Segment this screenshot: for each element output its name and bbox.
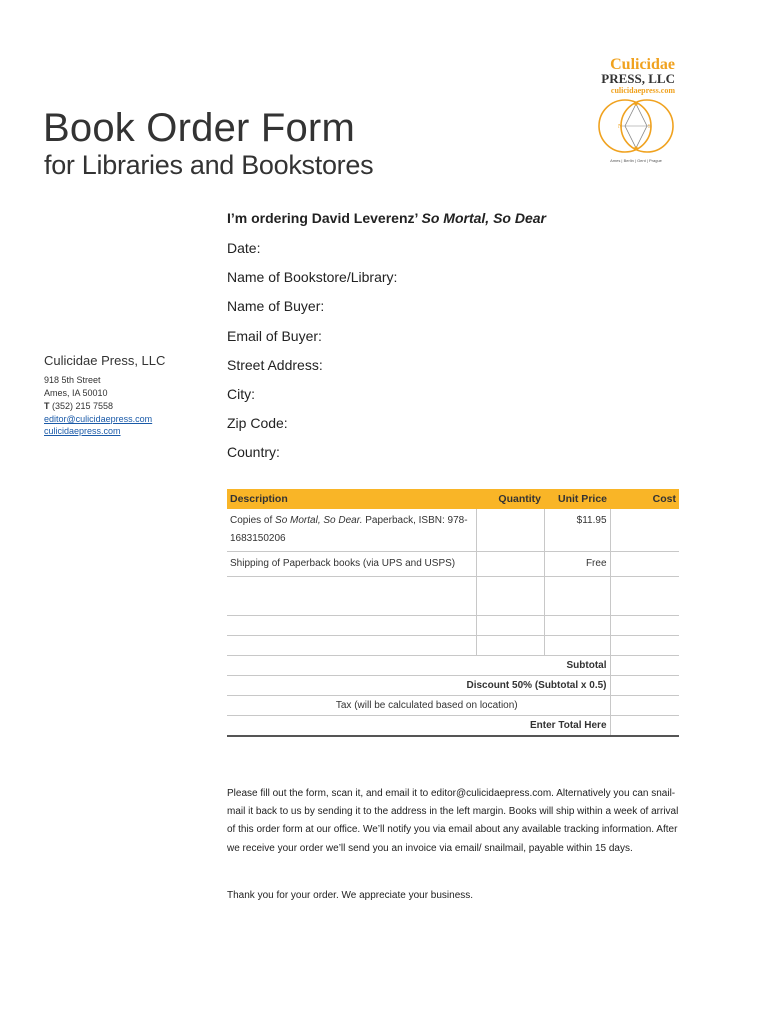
desc-text: Shipping of Paperback books (via UPS and USPS): [230, 558, 456, 569]
row-cost[interactable]: [610, 552, 679, 577]
desc-isbn: Paperback, ISBN: 978-1683150206: [230, 515, 468, 544]
table-header: [227, 489, 679, 509]
row-cost[interactable]: [610, 509, 679, 552]
logo-sub: PRESS, LLC: [601, 71, 675, 86]
row-unit-price: Free: [544, 552, 610, 577]
header-description: Description: [227, 489, 476, 509]
tax-row: [227, 696, 679, 716]
field-buyer-name[interactable]: Name of Buyer:: [227, 298, 325, 315]
row-cost[interactable]: [610, 577, 679, 616]
logo-cities: Ames | Berlin | Gent | Prague: [610, 158, 662, 163]
email-link[interactable]: editor@culicidaepress.com: [44, 414, 153, 424]
subtotal-label: Subtotal: [227, 656, 610, 676]
logo-name: Culicidae: [610, 56, 675, 73]
row-description[interactable]: [227, 616, 476, 636]
tax-value[interactable]: [610, 696, 679, 716]
total-label: Enter Total Here: [227, 716, 610, 737]
website-link[interactable]: culicidaepress.com: [44, 426, 121, 436]
sidebar-address: [44, 353, 214, 437]
row-description: [227, 552, 476, 577]
table-row: [227, 577, 679, 616]
table-row: [227, 509, 679, 552]
table-row: [227, 616, 679, 636]
phone-line: [44, 400, 214, 413]
ordering-prefix: I’m ordering David Leverenz’: [227, 210, 418, 226]
company-logo: [592, 56, 692, 163]
svg-text:N: N: [618, 124, 623, 130]
thanks-line: Thank you for your order. We appreciate your business.: [227, 890, 474, 901]
row-quantity[interactable]: [476, 552, 544, 577]
row-cost[interactable]: [610, 636, 679, 656]
order-form: [227, 210, 679, 472]
row-unit-price[interactable]: [544, 577, 610, 616]
company-name: Culicidae Press, LLC: [44, 353, 166, 368]
field-bookstore[interactable]: Name of Bookstore/Library:: [227, 269, 398, 286]
discount-label: Discount 50% (Subtotal x 0.5): [227, 676, 610, 696]
header-quantity: Quantity: [476, 489, 544, 509]
row-unit-price[interactable]: [544, 616, 610, 636]
svg-text:S: S: [648, 124, 652, 130]
desc-book-title: So Mortal, So Dear.: [275, 515, 363, 526]
phone-prefix: T: [44, 401, 50, 411]
field-date[interactable]: Date:: [227, 240, 261, 256]
ordering-line: [227, 210, 679, 238]
row-description[interactable]: [227, 577, 476, 616]
field-buyer-email[interactable]: Email of Buyer:: [227, 327, 322, 344]
instructions-paragraph: Please fill out the form, scan it, and email it to editor@culicidaepress.com. Alternatively you can snail-mail it back to us by sending it to the address in the left margin. Books will ship within a week of arrival of this order form at our office. We’ll notify you via email about any available tracking information. After we receive your order we’ll send you an invoice via email/ snailmail, payable within 15 days.: [227, 788, 679, 854]
logo-url: culicidaepress.com: [610, 86, 675, 95]
discount-row: [227, 676, 679, 696]
page-title: Book Order Form: [43, 106, 355, 150]
discount-value[interactable]: [610, 676, 679, 696]
phone-number: (352) 215 7558: [52, 401, 114, 411]
row-cost[interactable]: [610, 616, 679, 636]
subtotal-row: [227, 656, 679, 676]
logo-emblem-icon: [592, 98, 682, 156]
street-line: 918 5th Street: [44, 375, 101, 385]
row-unit-price: $11.95: [544, 509, 610, 552]
row-quantity[interactable]: [476, 636, 544, 656]
row-unit-price[interactable]: [544, 636, 610, 656]
total-value[interactable]: [610, 716, 679, 737]
row-quantity[interactable]: [476, 577, 544, 616]
ordering-book-title: So Mortal, So Dear: [421, 210, 546, 226]
table-row: [227, 552, 679, 577]
row-quantity[interactable]: [476, 616, 544, 636]
field-street[interactable]: Street Address:: [227, 356, 323, 373]
row-description[interactable]: [227, 636, 476, 656]
row-quantity[interactable]: [476, 509, 544, 552]
field-country[interactable]: Country:: [227, 444, 280, 461]
tax-label: Tax (will be calculated based on location): [227, 696, 610, 716]
field-city[interactable]: City:: [227, 385, 255, 402]
desc-text: Copies of: [230, 515, 276, 526]
order-table: [227, 489, 679, 737]
row-description: [227, 509, 476, 552]
field-zip[interactable]: Zip Code:: [227, 415, 288, 432]
total-row: [227, 716, 679, 737]
page-subtitle: for Libraries and Bookstores: [44, 150, 374, 180]
subtotal-value[interactable]: [610, 656, 679, 676]
header-unit-price: Unit Price: [544, 489, 610, 509]
table-row: [227, 636, 679, 656]
city-line: Ames, IA 50010: [44, 388, 108, 398]
header-cost: Cost: [610, 489, 679, 509]
